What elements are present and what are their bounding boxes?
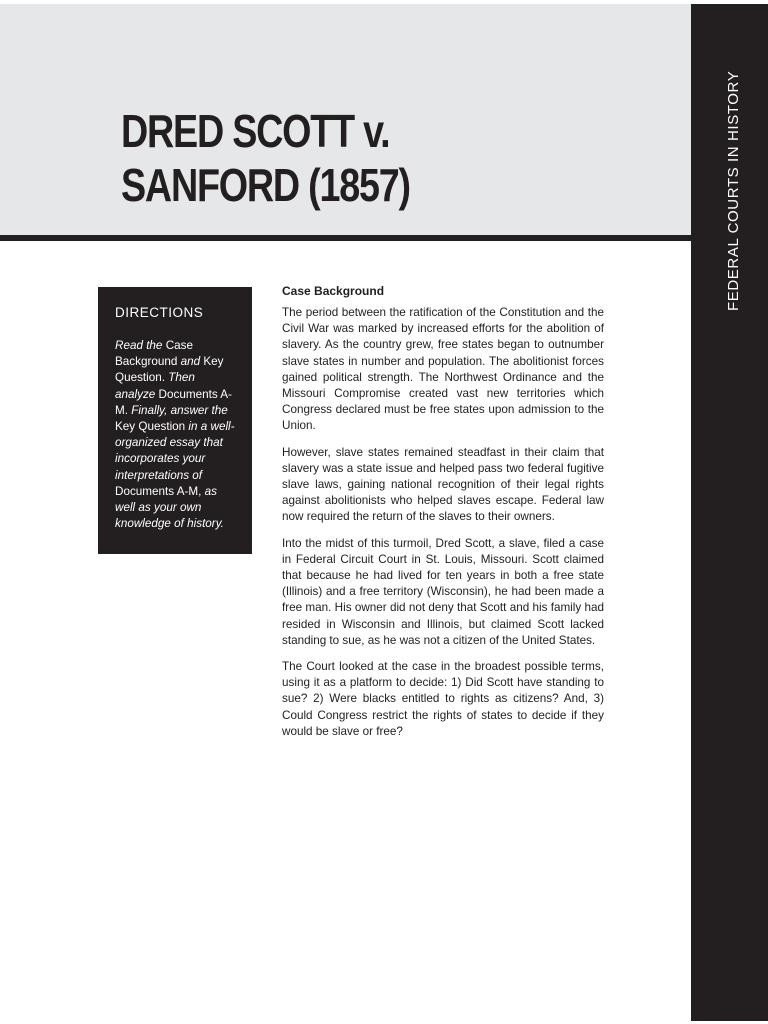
directions-segment: Then analyze [115, 371, 195, 401]
directions-box [98, 287, 252, 554]
case-background-section [282, 284, 604, 750]
directions-segment: Key Question. [115, 355, 224, 385]
case-background-paragraph-4: The Court looked at the case in the broadest possible terms, using it as a platform to decide: 1) Did Scott have standing to sue? 2) Were blacks entitled to rights as citizens? And, 3) Could Congress restrict the rights of states to decide if they would be slave or free? [282, 660, 604, 738]
case-background-paragraph-2: However, slave states remained steadfast in their claim that slavery was a state issue and helped pass two federal fugitive slave laws, gaining national recognition of their legal rights against abolitionists who helped slaves escape. Federal law now required the return of the slaves to their owners. [282, 445, 604, 524]
directions-segment: Documents A-M. [115, 387, 232, 417]
directions-segment: and [177, 355, 204, 369]
directions-segment: Documents A-M, [115, 484, 202, 498]
case-background-paragraph-3: Into the midst of this turmoil, Dred Scott, a slave, filed a case in Federal Circuit Court in St. Louis, Missouri. Scott claimed that because he had lived for ten years in both a free state (Illinois) and a free territory (Wisconsin), he had been made a free man. His owner did not deny that Scott and his family had resided in Wisconsin and Illinois, but claimed Scott lacked standing to sue, as he was not a citizen of the United States. [282, 536, 604, 647]
directions-heading: DIRECTIONS [115, 305, 204, 320]
directions-body [115, 338, 238, 532]
page-title [121, 104, 564, 212]
header-rule [0, 235, 691, 241]
title-line-1: DRED SCOTT v. [121, 105, 390, 157]
directions-segment: as well as your own knowledge of history. [115, 484, 224, 531]
directions-segment: Finally, answer the [127, 403, 228, 417]
directions-segment: Case Background [115, 339, 193, 369]
directions-segment: Read the [115, 339, 166, 352]
side-tab-label: FEDERAL COURTS IN HISTORY [725, 70, 742, 311]
directions-segment: in a well-organized essay that incorporates your interpretations of [115, 420, 235, 482]
title-line-2: SANFORD (1857) [121, 159, 410, 211]
directions-segment: Key Question [115, 420, 186, 434]
case-background-paragraph-1: The period between the ratification of the Constitution and the Civil War was marked by increased efforts for the abolition of slavery. As the country grew, free states began to outnumber slave states in number and population. The abolitionist forces gained political strength. The Northwest Ordinance and the Missouri Compromise created vast new territories which Congress declared must be free states upon admission to the Union. [282, 306, 604, 433]
case-background-heading: Case Background [282, 284, 385, 298]
